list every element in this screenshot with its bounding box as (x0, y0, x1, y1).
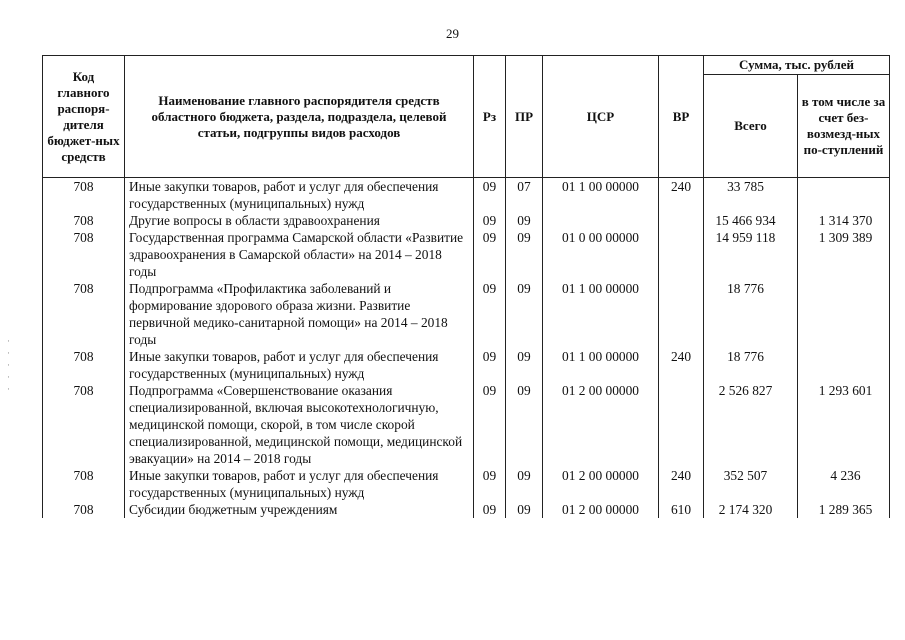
table-row (43, 348, 890, 382)
cell-rz: 09 (474, 382, 506, 467)
cell-total: 18 776 (704, 348, 798, 382)
cell-code: 708 (43, 229, 125, 280)
cell-incl: 4 236 (798, 467, 890, 501)
header-code: Код главного распоря-дителя бюджет-ных средств (43, 56, 125, 178)
cell-pr: 09 (506, 280, 543, 348)
cell-name: Государственная программа Самарской области «Развитие здравоохранения в Самарской области» на 2014 – 2018 годы (125, 229, 474, 280)
header-name: Наименование главного распорядителя средств областного бюджета, раздела, подраздела, целевой статьи, подгруппы видов расходов (125, 56, 474, 178)
cell-incl: 1 289 365 (798, 501, 890, 518)
cell-total: 15 466 934 (704, 212, 798, 229)
cell-incl (798, 178, 890, 213)
cell-vr: 240 (659, 348, 704, 382)
cell-total: 33 785 (704, 178, 798, 213)
cell-csr: 01 1 00 00000 (543, 348, 659, 382)
cell-vr: 240 (659, 178, 704, 213)
cell-pr: 07 (506, 178, 543, 213)
cell-code: 708 (43, 382, 125, 467)
cell-csr: 01 1 00 00000 (543, 178, 659, 213)
cell-vr (659, 382, 704, 467)
header-rz: Рз (474, 56, 506, 178)
page-number: 29 (446, 26, 459, 41)
cell-name: Иные закупки товаров, работ и услуг для обеспечения государственных (муниципальных) нужд (125, 467, 474, 501)
cell-total: 352 507 (704, 467, 798, 501)
cell-total: 2 174 320 (704, 501, 798, 518)
cell-rz: 09 (474, 467, 506, 501)
table-row (43, 212, 890, 229)
cell-csr: 01 2 00 00000 (543, 467, 659, 501)
cell-incl: 1 309 389 (798, 229, 890, 280)
cell-rz: 09 (474, 178, 506, 213)
cell-rz: 09 (474, 229, 506, 280)
header-vr: ВР (659, 56, 704, 178)
cell-csr (543, 212, 659, 229)
cell-rz: 09 (474, 212, 506, 229)
table-row (43, 467, 890, 501)
cell-pr: 09 (506, 348, 543, 382)
cell-incl: 1 293 601 (798, 382, 890, 467)
scan-margin-marks: · · · · · (7, 336, 10, 394)
cell-total: 2 526 827 (704, 382, 798, 467)
budget-table (42, 55, 890, 518)
cell-name: Подпрограмма «Совершенствование оказания специализированной, включая высокотехнологичную, медицинской помощи, скорой, в том числе скорой специализированной, медицинской помощи, медицинской эвакуации» на 2014 – 2018 годы (125, 382, 474, 467)
cell-code: 708 (43, 501, 125, 518)
cell-csr: 01 1 00 00000 (543, 280, 659, 348)
table-row (43, 229, 890, 280)
table-body (43, 178, 890, 519)
cell-incl: 1 314 370 (798, 212, 890, 229)
cell-name: Субсидии бюджетным учреждениям (125, 501, 474, 518)
cell-vr: 240 (659, 467, 704, 501)
cell-pr: 09 (506, 212, 543, 229)
header-total: Всего (704, 75, 798, 178)
cell-name: Другие вопросы в области здравоохранения (125, 212, 474, 229)
header-sum: Сумма, тыс. рублей (704, 56, 890, 75)
cell-csr: 01 2 00 00000 (543, 382, 659, 467)
cell-rz: 09 (474, 501, 506, 518)
cell-rz: 09 (474, 348, 506, 382)
cell-vr: 610 (659, 501, 704, 518)
cell-total: 14 959 118 (704, 229, 798, 280)
table-row (43, 382, 890, 467)
table-row (43, 178, 890, 213)
cell-total: 18 776 (704, 280, 798, 348)
cell-name: Иные закупки товаров, работ и услуг для обеспечения государственных (муниципальных) нужд (125, 348, 474, 382)
cell-pr: 09 (506, 382, 543, 467)
header-csr: ЦСР (543, 56, 659, 178)
cell-name: Иные закупки товаров, работ и услуг для обеспечения государственных (муниципальных) нужд (125, 178, 474, 213)
cell-code: 708 (43, 348, 125, 382)
cell-pr: 09 (506, 467, 543, 501)
cell-rz: 09 (474, 280, 506, 348)
table-row (43, 280, 890, 348)
cell-incl (798, 280, 890, 348)
cell-name: Подпрограмма «Профилактика заболеваний и формирование здорового образа жизни. Развитие первичной медико-санитарной помощи» на 2014 – 2018 годы (125, 280, 474, 348)
cell-csr: 01 0 00 00000 (543, 229, 659, 280)
table-header (43, 56, 890, 178)
cell-vr (659, 212, 704, 229)
table-row (43, 501, 890, 518)
cell-code: 708 (43, 280, 125, 348)
cell-code: 708 (43, 467, 125, 501)
cell-code: 708 (43, 212, 125, 229)
cell-pr: 09 (506, 501, 543, 518)
header-incl: в том числе за счет без-возмезд-ных по-ступлений (798, 75, 890, 178)
cell-pr: 09 (506, 229, 543, 280)
header-pr: ПР (506, 56, 543, 178)
cell-code: 708 (43, 178, 125, 213)
cell-csr: 01 2 00 00000 (543, 501, 659, 518)
cell-vr (659, 229, 704, 280)
cell-vr (659, 280, 704, 348)
cell-incl (798, 348, 890, 382)
